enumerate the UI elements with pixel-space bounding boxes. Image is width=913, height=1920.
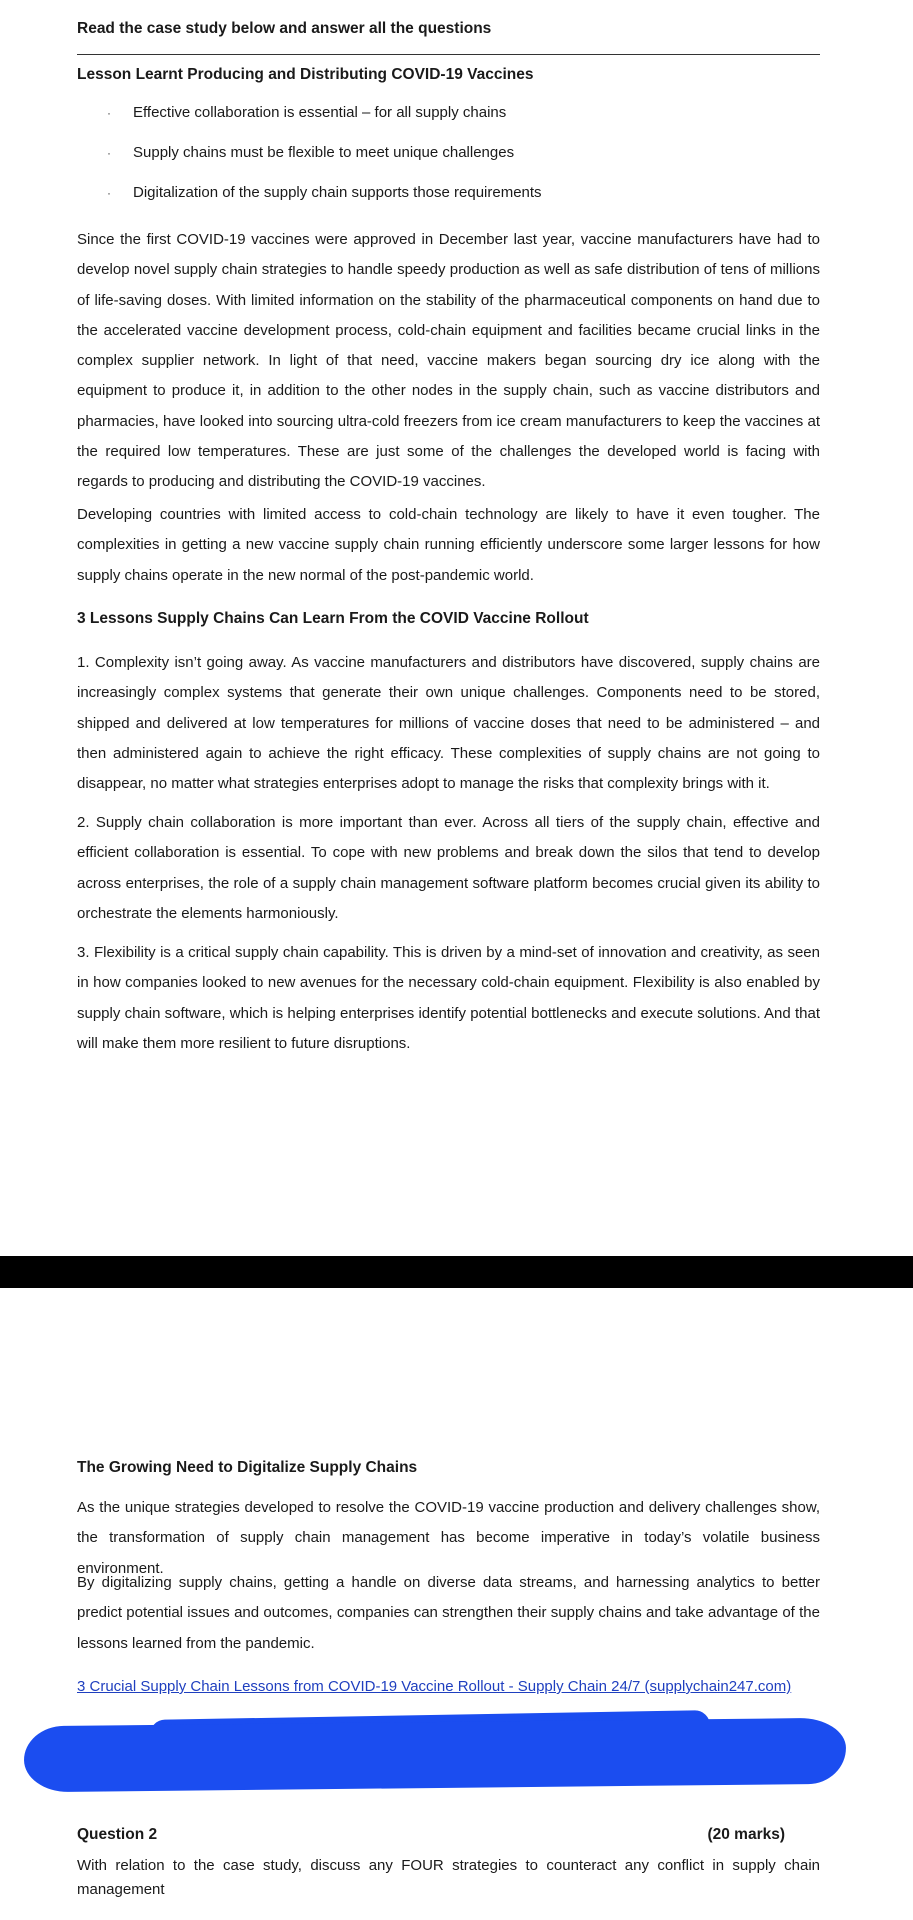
three-lessons-title: 3 Lessons Supply Chains Can Learn From the COVID Vaccine Rollout: [77, 610, 589, 627]
list-item: [77, 144, 820, 184]
question-marks: (20 marks): [707, 1826, 785, 1843]
lessons-title: Lesson Learnt Producing and Distributing COVID-19 Vaccines: [77, 66, 534, 83]
bullet-marker: ·: [107, 186, 111, 200]
question-header: [77, 1826, 785, 1844]
page-separator-bar: [0, 1256, 913, 1288]
bullet-text: Supply chains must be flexible to meet unique challenges: [133, 144, 515, 161]
paragraph-digitalizing: By digitalizing supply chains, getting a handle on diverse data streams, and harnessing analytics to better predict potential issues and outcomes, companies can strengthen their supply chains and take advantage of the lessons learned from the pandemic.: [77, 1574, 820, 1652]
lesson-3: 3. Flexibility is a critical supply chain capability. This is driven by a mind-set of innovation and creativity, as seen in how companies looked to new avenues for the necessary cold-chain equipment. Flexibility is also enabled by supply chain software, which is helping enterprises identify potential bottlenecks and execute solutions. And that will make them more resilient to future disruptions.: [77, 944, 820, 1052]
instruction-heading: Read the case study below and answer all the questions: [77, 20, 492, 37]
list-item: [77, 184, 820, 224]
bullet-text: Effective collaboration is essential – for all supply chains: [133, 104, 507, 121]
bullet-marker: ·: [107, 146, 111, 160]
divider: [77, 54, 820, 55]
paragraph-transformation: As the unique strategies developed to resolve the COVID-19 vaccine production and delivery challenges show, the transformation of supply chain management has become imperative in today’s volatile business environment.: [77, 1499, 820, 1577]
lesson-1: 1. Complexity isn’t going away. As vaccine manufacturers and distributors have discovered, supply chains are increasingly complex systems that generate their own unique challenges. Components need to be stored, shipped and delivered at low temperatures for millions of vaccine doses that need to be administered – and then administered again to achieve the right efficacy. These complexities of supply chains are not going to disappear, no matter what strategies enterprises adopt to manage the risks that complexity brings with it.: [77, 654, 820, 793]
paragraph-developing: Developing countries with limited access to cold-chain technology are likely to have it even tougher. The complexities in getting a new vaccine supply chain running efficiently underscore some larger lessons for how supply chains operate in the new normal of the post-pandemic world.: [77, 506, 820, 584]
bullet-text: Digitalization of the supply chain supports those requirements: [133, 184, 542, 201]
bullet-marker: ·: [107, 106, 111, 120]
question-label: Question 2: [77, 1826, 158, 1843]
list-item: [77, 104, 820, 144]
redaction-scribble: [24, 1718, 847, 1793]
paragraph-intro: Since the first COVID-19 vaccines were approved in December last year, vaccine manufacturers have had to develop novel supply chain strategies to handle speedy production as well as safe distribution of tens of millions of life-saving doses. With limited information on the stability of the pharmaceutical components on hand due to the accelerated vaccine development process, cold-chain equipment and facilities became crucial links in the complex supplier network. In light of that need, vaccine makers began sourcing dry ice along with the equipment to produce it, in addition to the other nodes in the supply chain, such as vaccine distributors and pharmacies, have looked into sourcing ultra-cold freezers from ice cream manufacturers to keep the vaccines at the required low temperatures. These are just some of the challenges the developed world is facing with regards to producing and distributing the COVID-19 vaccines.: [77, 231, 820, 491]
question-text: With relation to the case study, discuss any FOUR strategies to counteract any conflict in supply chain management: [77, 1857, 820, 1898]
lesson-2: 2. Supply chain collaboration is more important than ever. Across all tiers of the supply chain, effective and efficient collaboration is essential. To cope with new problems and break down the silos that tend to develop across enterprises, the role of a supply chain management software platform becomes crucial given its ability to orchestrate the elements harmoniously.: [77, 814, 820, 922]
source-link[interactable]: 3 Crucial Supply Chain Lessons from COVID-19 Vaccine Rollout - Supply Chain 24/7 (supplychain247.com): [77, 1678, 792, 1695]
bullet-list: [77, 104, 820, 224]
digitalize-title: The Growing Need to Digitalize Supply Chains: [77, 1459, 418, 1476]
